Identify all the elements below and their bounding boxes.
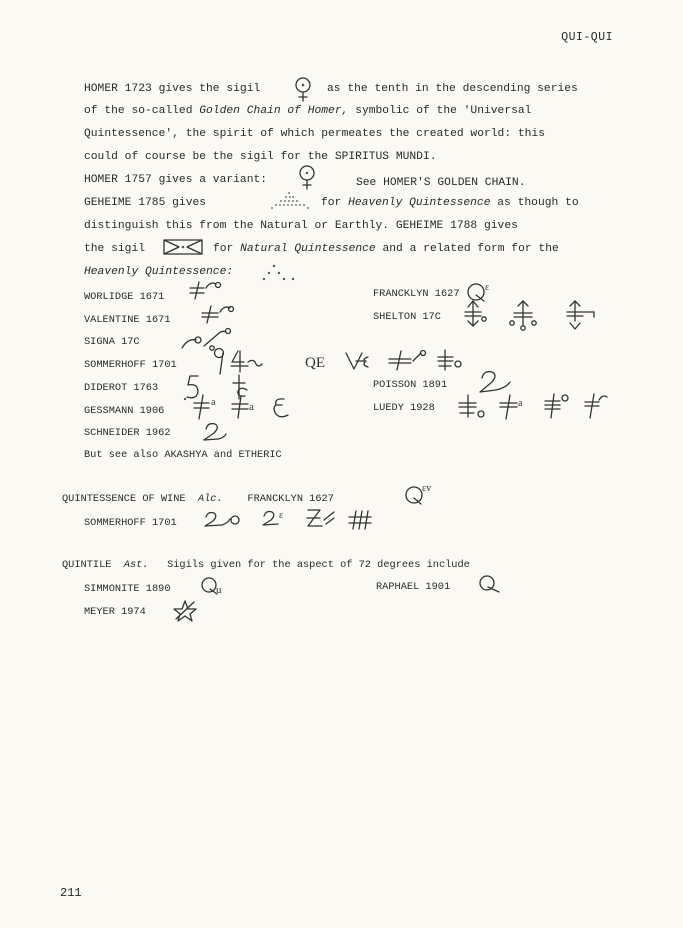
crossed-p-sigil-icon (191, 393, 225, 421)
source-citation: LUEDY 1928 (373, 402, 435, 414)
text-line (213, 242, 559, 256)
text-line (84, 104, 531, 118)
svg-text:u: u (216, 584, 222, 596)
svg-text:ε: ε (279, 510, 284, 521)
text-line: Quintessence', the spirit of which permeates the created world: this (84, 128, 545, 140)
text-span: and a related form for the (382, 243, 559, 255)
entry-category: Alc. (197, 493, 223, 505)
entry-term: QUINTESSENCE OF WINE (62, 493, 186, 505)
svg-text:a: a (518, 398, 523, 409)
text-span: as the tenth in the descending series (327, 83, 578, 95)
page-number: 211 (60, 886, 82, 900)
Q-sigil-icon (200, 421, 230, 443)
V-epsilon-sigil-icon (344, 350, 376, 372)
italic-term: Natural Quintessence (240, 243, 376, 255)
text-line (327, 82, 578, 96)
text-span: of the so-called (84, 105, 193, 117)
dotted-triangle-sigil-icon (268, 190, 314, 210)
source-citation: SCHNEIDER 1962 (84, 427, 171, 439)
crossed-p-sigil-icon (581, 392, 611, 420)
crossed-p-sigil-icon (198, 302, 238, 324)
source-citation: MEYER 1974 (84, 606, 146, 618)
source-citation: POISSON 1891 (373, 379, 448, 391)
envelope-sigil-icon (162, 238, 204, 256)
crossed-p-sigil-icon (497, 393, 531, 421)
text-line: But see also AKASHYA and ETHERIC (84, 449, 282, 461)
text-span: symbolic of the 'Universal (355, 105, 532, 117)
Q-sigil-icon (202, 509, 244, 531)
dot-triangle-sigil-icon (258, 262, 298, 282)
source-citation: SIGNA 17C (84, 336, 140, 348)
text-line: Heavenly Quintessence: (84, 266, 234, 278)
text-span: for (321, 197, 342, 209)
entry-category: Ast. (123, 559, 149, 571)
crossed-pentagram-sigil-icon (172, 598, 198, 622)
crossed-p-sigil-icon (186, 278, 230, 300)
svg-text:εv: εv (422, 483, 432, 494)
crossed-p-sigil-icon (230, 394, 264, 420)
source-citation: GESSMANN 1906 (84, 405, 165, 417)
source-citation: SOMMERHOFF 1701 (84, 359, 177, 371)
text-line (84, 82, 260, 96)
epsilon-sigil-icon (268, 394, 292, 420)
running-head: QUI-QUI (561, 31, 613, 44)
source-citation: SHELTON 17C (373, 311, 441, 323)
source-citation: SIMMONITE 1890 (84, 583, 171, 595)
crossed-p-sigil-icon (542, 392, 576, 420)
svg-text:a: a (211, 397, 216, 408)
Q-epsilon-sigil-icon (260, 507, 294, 529)
source-citation: WORLIDGE 1671 (84, 291, 165, 303)
text-span: HOMER 1723 gives the sigil (84, 83, 261, 95)
rune-sigil-icon (459, 299, 489, 329)
crossed-p-sigil-icon (387, 349, 427, 371)
venus-quintessence-sigil-icon (291, 76, 315, 102)
rune-sigil-icon (435, 348, 465, 372)
source-citation: VALENTINE 1671 (84, 314, 171, 326)
text-line: GEHEIME 1785 gives (84, 197, 207, 209)
rune-sigil-icon (456, 393, 490, 421)
text-line: could of course be the sigil for the SPIRITUS MUNDI. (84, 151, 437, 163)
nine-glyph-sigil-icon (212, 346, 226, 376)
svg-text:a: a (249, 401, 254, 413)
source-citation: FRANCKLYN 1627 (247, 493, 334, 505)
Q-sigil-icon (477, 572, 503, 596)
text-line: HOMER 1757 gives a variant: (84, 174, 268, 186)
italic-term: Heavenly Quintessence (348, 197, 491, 209)
italic-title: Golden Chain of Homer, (199, 105, 349, 117)
text-line (321, 196, 579, 210)
entry-heading (62, 492, 334, 506)
crossed-Z-sigil-icon (304, 506, 338, 530)
text-line: the sigil (84, 243, 146, 255)
svg-text:QE: QE (305, 355, 325, 371)
text-span: for (213, 243, 234, 255)
text-line: distinguish this from the Natural or Earthly. GEHEIME 1788 gives (84, 220, 518, 232)
Q-sigil-icon (474, 368, 514, 396)
source-citation: FRANCKLYN 1627 (373, 288, 460, 300)
rune-sigil-icon (564, 299, 596, 331)
rune-sigil-icon (506, 299, 540, 331)
entry-heading (62, 558, 470, 572)
entry-term: QUINTILE (62, 559, 112, 571)
Q-epsilon-sigil-icon (403, 481, 439, 507)
Q-epsilon-sigil-icon (303, 352, 335, 372)
source-citation: SOMMERHOFF 1701 (84, 517, 177, 529)
text-span: as though to (497, 197, 579, 209)
source-citation: RAPHAEL 1901 (376, 581, 451, 593)
hash-sigil-icon (347, 509, 373, 531)
svg-text:ε: ε (485, 282, 490, 293)
text-line: See HOMER'S GOLDEN CHAIN. (356, 177, 526, 189)
Q-lower-u-sigil-icon (200, 575, 232, 597)
source-citation: DIDEROT 1763 (84, 382, 159, 394)
crossed-four-sigil-icon (228, 348, 264, 374)
text-span: Sigils given for the aspect of 72 degrees include (167, 559, 470, 571)
venus-quintessence-sigil-icon (296, 164, 318, 190)
